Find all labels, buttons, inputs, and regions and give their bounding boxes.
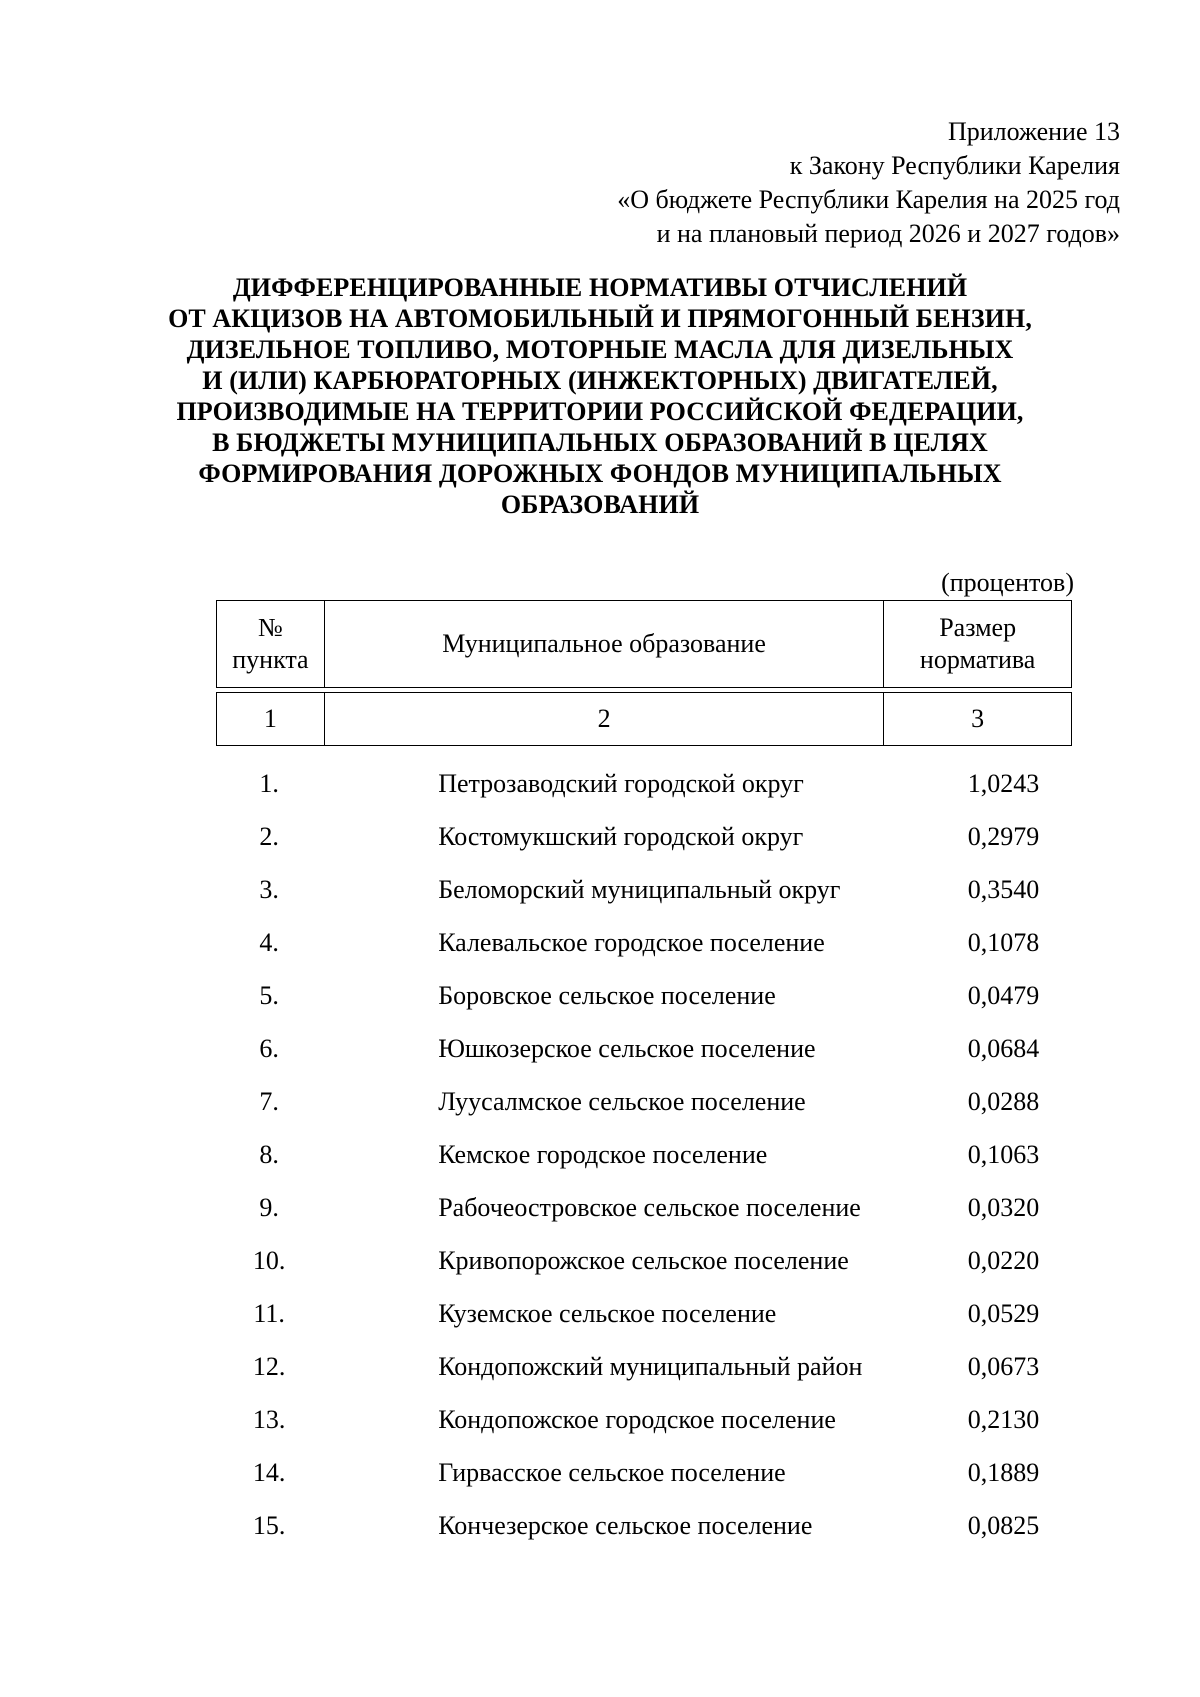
row-municipality: Рабочеостровское сельское поселение bbox=[438, 1192, 861, 1222]
column-number-cell: 3 bbox=[884, 693, 1072, 746]
appendix-line-3: «О бюджете Республики Карелия на 2025 год bbox=[617, 185, 1120, 214]
title-line: ОТ АКЦИЗОВ НА АВТОМОБИЛЬНЫЙ И ПРЯМОГОННЫЙ БЕНЗИН, bbox=[168, 304, 1032, 333]
row-municipality: Петрозаводский городской округ bbox=[438, 768, 804, 798]
table-row bbox=[216, 810, 1072, 863]
row-number: 15. bbox=[252, 1510, 286, 1540]
row-number: 14. bbox=[252, 1457, 286, 1487]
row-rate: 0,0825 bbox=[967, 1510, 1040, 1540]
row-number: 3. bbox=[259, 874, 279, 904]
table-row bbox=[216, 1446, 1072, 1499]
row-number: 6. bbox=[259, 1033, 279, 1063]
row-municipality: Юшкозерское сельское поселение bbox=[438, 1033, 816, 1063]
appendix-reference bbox=[617, 115, 1120, 251]
table-header bbox=[216, 600, 1072, 746]
row-rate: 0,3540 bbox=[967, 874, 1040, 904]
appendix-line-4: и на плановый период 2026 и 2027 годов» bbox=[656, 219, 1120, 248]
table-row bbox=[216, 1393, 1072, 1446]
table-row bbox=[216, 1499, 1072, 1552]
row-municipality: Кривопорожское сельское поселение bbox=[438, 1245, 849, 1275]
appendix-line-2: к Закону Республики Карелия bbox=[789, 151, 1120, 180]
header-cell-rate bbox=[884, 601, 1072, 688]
row-municipality: Кондопожское городское поселение bbox=[438, 1404, 836, 1434]
row-number: 2. bbox=[259, 821, 279, 851]
header-text: пункта bbox=[232, 645, 309, 674]
row-rate: 0,2130 bbox=[967, 1404, 1040, 1434]
title-line: ПРОИЗВОДИМЫЕ НА ТЕРРИТОРИИ РОССИЙСКОЙ ФЕДЕРАЦИИ, bbox=[176, 397, 1024, 426]
row-number: 5. bbox=[259, 980, 279, 1010]
row-municipality: Костомукшский городской округ bbox=[438, 821, 804, 851]
header-cell-municipality: Муниципальное образование bbox=[324, 601, 883, 688]
row-rate: 0,0220 bbox=[967, 1245, 1040, 1275]
row-rate: 0,0479 bbox=[967, 980, 1040, 1010]
row-municipality: Луусалмское сельское поселение bbox=[438, 1086, 806, 1116]
row-number: 10. bbox=[252, 1245, 286, 1275]
column-number-cell: 1 bbox=[217, 693, 325, 746]
row-municipality: Куземское сельское поселение bbox=[438, 1298, 777, 1328]
row-number: 4. bbox=[259, 927, 279, 957]
table-row bbox=[216, 1181, 1072, 1234]
row-municipality: Беломорский муниципальный округ bbox=[438, 874, 841, 904]
title-line: ФОРМИРОВАНИЯ ДОРОЖНЫХ ФОНДОВ МУНИЦИПАЛЬНЫХ bbox=[198, 459, 1002, 488]
row-municipality: Кондопожский муниципальный район bbox=[438, 1351, 863, 1381]
row-number: 11. bbox=[253, 1298, 285, 1328]
row-rate: 0,1078 bbox=[967, 927, 1040, 957]
row-rate: 1,0243 bbox=[967, 768, 1040, 798]
header-text: № bbox=[258, 613, 283, 642]
header-row bbox=[217, 601, 1072, 688]
appendix-line-1: Приложение 13 bbox=[947, 117, 1120, 146]
row-municipality: Гирвасское сельское поселение bbox=[438, 1457, 786, 1487]
title-line: ДИЗЕЛЬНОЕ ТОПЛИВО, МОТОРНЫЕ МАСЛА ДЛЯ ДИЗЕЛЬНЫХ bbox=[186, 335, 1014, 364]
row-rate: 0,0320 bbox=[967, 1192, 1040, 1222]
row-number: 7. bbox=[259, 1086, 279, 1116]
row-number: 9. bbox=[259, 1192, 279, 1222]
document-title bbox=[100, 272, 1100, 520]
table-row bbox=[216, 1075, 1072, 1128]
title-line: И (ИЛИ) КАРБЮРАТОРНЫХ (ИНЖЕКТОРНЫХ) ДВИГАТЕЛЕЙ, bbox=[202, 366, 998, 395]
header-text: Размер bbox=[939, 613, 1017, 642]
table-row bbox=[216, 916, 1072, 969]
table-row bbox=[216, 1128, 1072, 1181]
row-rate: 0,0288 bbox=[967, 1086, 1040, 1116]
row-municipality: Кемское городское поселение bbox=[438, 1139, 768, 1169]
row-number: 1. bbox=[259, 768, 279, 798]
row-municipality: Кончезерское сельское поселение bbox=[438, 1510, 813, 1540]
units-label: (процентов) bbox=[941, 568, 1074, 597]
row-rate: 0,1889 bbox=[967, 1457, 1040, 1487]
row-rate: 0,0529 bbox=[967, 1298, 1040, 1328]
title-line: ОБРАЗОВАНИЙ bbox=[500, 490, 700, 519]
row-rate: 0,1063 bbox=[967, 1139, 1040, 1169]
table-row bbox=[216, 1022, 1072, 1075]
row-municipality: Боровское сельское поселение bbox=[438, 980, 776, 1010]
table-body bbox=[216, 757, 1072, 1552]
header-cell-number bbox=[217, 601, 325, 688]
header-text: норматива bbox=[919, 645, 1036, 674]
table-row bbox=[216, 969, 1072, 1022]
row-rate: 0,0684 bbox=[967, 1033, 1040, 1063]
table-row bbox=[216, 1234, 1072, 1287]
row-municipality: Калевальское городское поселение bbox=[438, 927, 825, 957]
column-number-cell: 2 bbox=[324, 693, 883, 746]
row-number: 13. bbox=[252, 1404, 286, 1434]
title-line: ДИФФЕРЕНЦИРОВАННЫЕ НОРМАТИВЫ ОТЧИСЛЕНИЙ bbox=[232, 273, 968, 302]
table-row bbox=[216, 757, 1072, 810]
table-row bbox=[216, 1340, 1072, 1393]
row-rate: 0,0673 bbox=[967, 1351, 1040, 1381]
row-number: 12. bbox=[252, 1351, 286, 1381]
row-rate: 0,2979 bbox=[967, 821, 1040, 851]
table-row bbox=[216, 863, 1072, 916]
title-line: В БЮДЖЕТЫ МУНИЦИПАЛЬНЫХ ОБРАЗОВАНИЙ В ЦЕЛЯХ bbox=[212, 428, 988, 457]
table-row bbox=[216, 1287, 1072, 1340]
row-number: 8. bbox=[259, 1139, 279, 1169]
column-number-row bbox=[217, 693, 1072, 746]
